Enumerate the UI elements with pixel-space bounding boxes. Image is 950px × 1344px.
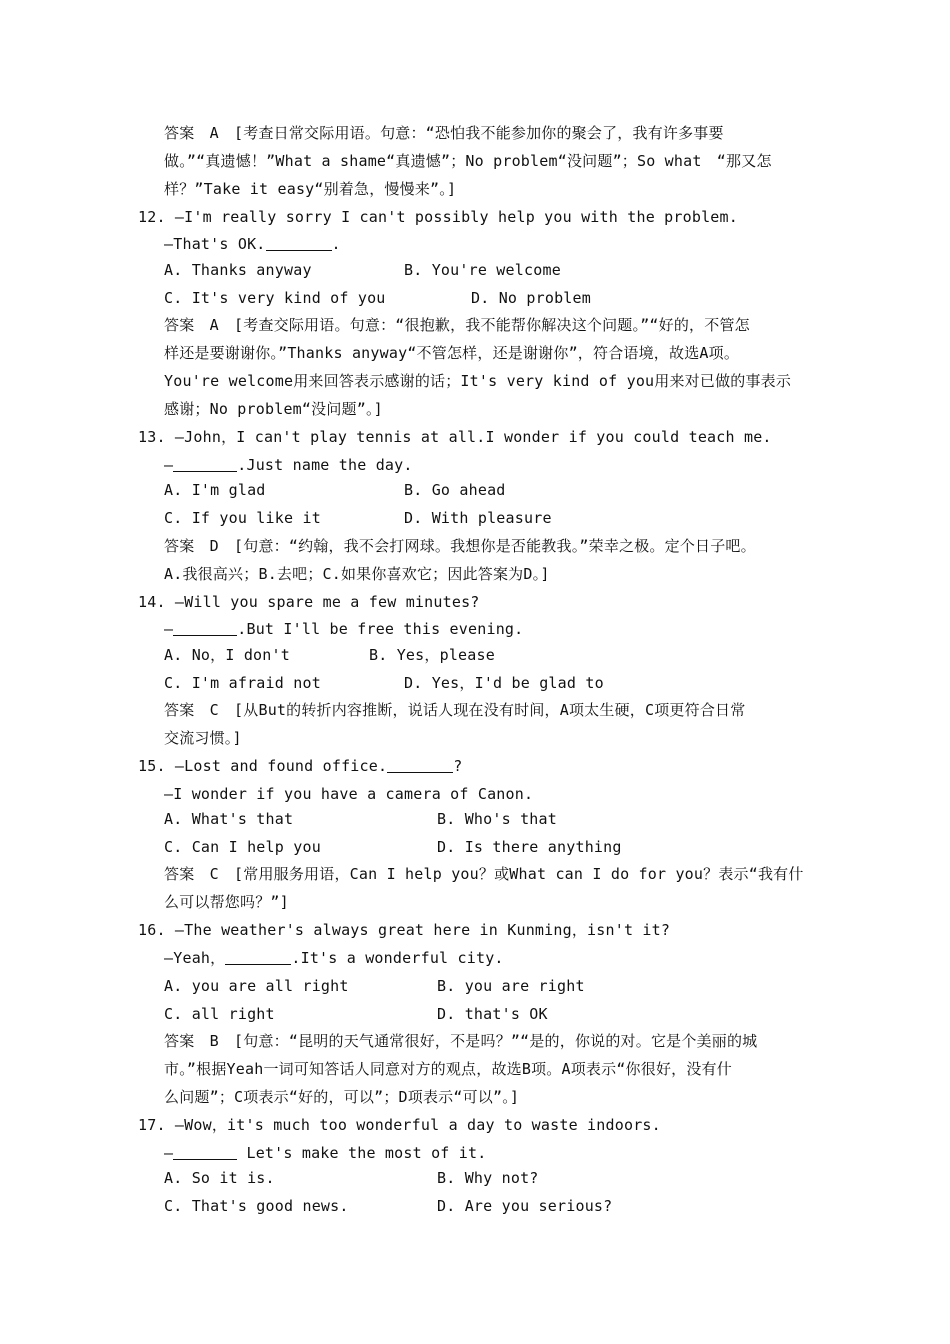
option-a: A. So it is. (164, 1169, 275, 1187)
answer-blank (266, 236, 332, 251)
question-14-reply: — .But I'll be free this evening. (164, 620, 524, 638)
question-14: 14. —Will you spare me a few minutes? (138, 593, 480, 611)
answer-line: 答案 B [句意：“昆明的天气通常很好，不是吗？”“是的，你说的对。它是个美丽的城 (164, 1032, 758, 1050)
option-d: D. With pleasure (404, 509, 552, 527)
option-c: C. It's very kind of you (164, 289, 386, 307)
question-17-reply: — Let's make the most of it. (164, 1144, 487, 1162)
answer-blank (173, 1145, 237, 1160)
question-12-reply: —That's OK. . (164, 235, 341, 253)
answer-blank (173, 457, 237, 472)
answer-line: 么可以帮您吗？”] (164, 893, 289, 911)
option-c: C. That's good news. (164, 1197, 349, 1215)
option-b: B. You're welcome (404, 261, 561, 279)
question-16-reply: —Yeah， .It's a wonderful city. (164, 949, 504, 967)
option-a: A. No，I don't (164, 646, 290, 664)
option-a: A. Thanks anyway (164, 261, 312, 279)
answer-line: You're welcome用来回答表示感谢的话；It's very kind of you用来对已做的事表示 (164, 372, 792, 390)
answer-line: 答案 C [常用服务用语，Can I help you？或What can I do for you？表示“我有什 (164, 865, 804, 883)
question-13: 13. —John，I can't play tennis at all.I wonder if you could teach me. (138, 428, 772, 446)
question-17: 17. —Wow，it's much too wonderful a day to waste indoors. (138, 1116, 661, 1134)
answer-line: 感谢；No problem“没问题”。] (164, 400, 383, 418)
answer-blank (173, 621, 237, 636)
option-c: C. all right (164, 1005, 275, 1023)
option-c: C. I'm afraid not (164, 674, 321, 692)
question-12: 12. —I'm really sorry I can't possibly help you with the problem. (138, 208, 738, 226)
option-d: D. that's OK (437, 1005, 548, 1023)
option-d: D. Are you serious? (437, 1197, 613, 1215)
option-a: A. What's that (164, 810, 294, 828)
answer-line: 么问题”；C项表示“好的，可以”；D项表示“可以”。] (164, 1088, 520, 1106)
answer-blank (225, 950, 291, 965)
answer-blank (387, 758, 453, 773)
answer-line: 样还是要谢谢你。”Thanks anyway“不管怎样，还是谢谢你”，符合语境，故选A项。 (164, 344, 740, 362)
question-15-reply: —I wonder if you have a camera of Canon. (164, 785, 534, 803)
option-d: D. Yes，I'd be glad to (404, 674, 604, 692)
option-a: A. you are all right (164, 977, 349, 995)
option-b: B. you are right (437, 977, 585, 995)
option-d: D. Is there anything (437, 838, 622, 856)
answer-line: 答案 A [考查交际用语。句意：“很抱歉，我不能帮你解决这个问题。”“好的，不管怎 (164, 316, 750, 334)
option-b: B. Who's that (437, 810, 557, 828)
answer-line: 做。”“真遗憾！”What a shame“真遗憾”；No problem“没问题”；So what “那又怎 (164, 152, 772, 170)
answer-line: 答案 C [从But的转折内容推断，说话人现在没有时间，A项太生硬，C项更符合日常 (164, 701, 746, 719)
option-a: A. I'm glad (164, 481, 266, 499)
question-13-reply: — .Just name the day. (164, 456, 413, 474)
answer-line: 答案 D [句意：“约翰，我不会打网球。我想你是否能教我。”荣幸之极。定个日子吧。 (164, 537, 756, 555)
answer-line: 交流习惯。] (164, 729, 242, 747)
question-16: 16. —The weather's always great here in Kunming，isn't it? (138, 921, 671, 939)
option-c: C. If you like it (164, 509, 321, 527)
option-d: D. No problem (471, 289, 591, 307)
option-b: B. Go ahead (404, 481, 506, 499)
answer-line: 市。”根据Yeah一词可知答话人同意对方的观点，故选B项。A项表示“你很好，没有什 (164, 1060, 732, 1078)
answer-line: A.我很高兴；B.去吧；C.如果你喜欢它；因此答案为D。] (164, 565, 550, 583)
question-15: 15. —Lost and found office. ? (138, 757, 463, 775)
option-c: C. Can I help you (164, 838, 321, 856)
answer-line: 答案 A [考查日常交际用语。句意：“恐怕我不能参加你的聚会了，我有许多事要 (164, 124, 724, 142)
option-b: B. Yes，please (369, 646, 495, 664)
answer-line: 样？”Take it easy“别着急，慢慢来”。] (164, 180, 457, 198)
option-b: B. Why not? (437, 1169, 539, 1187)
